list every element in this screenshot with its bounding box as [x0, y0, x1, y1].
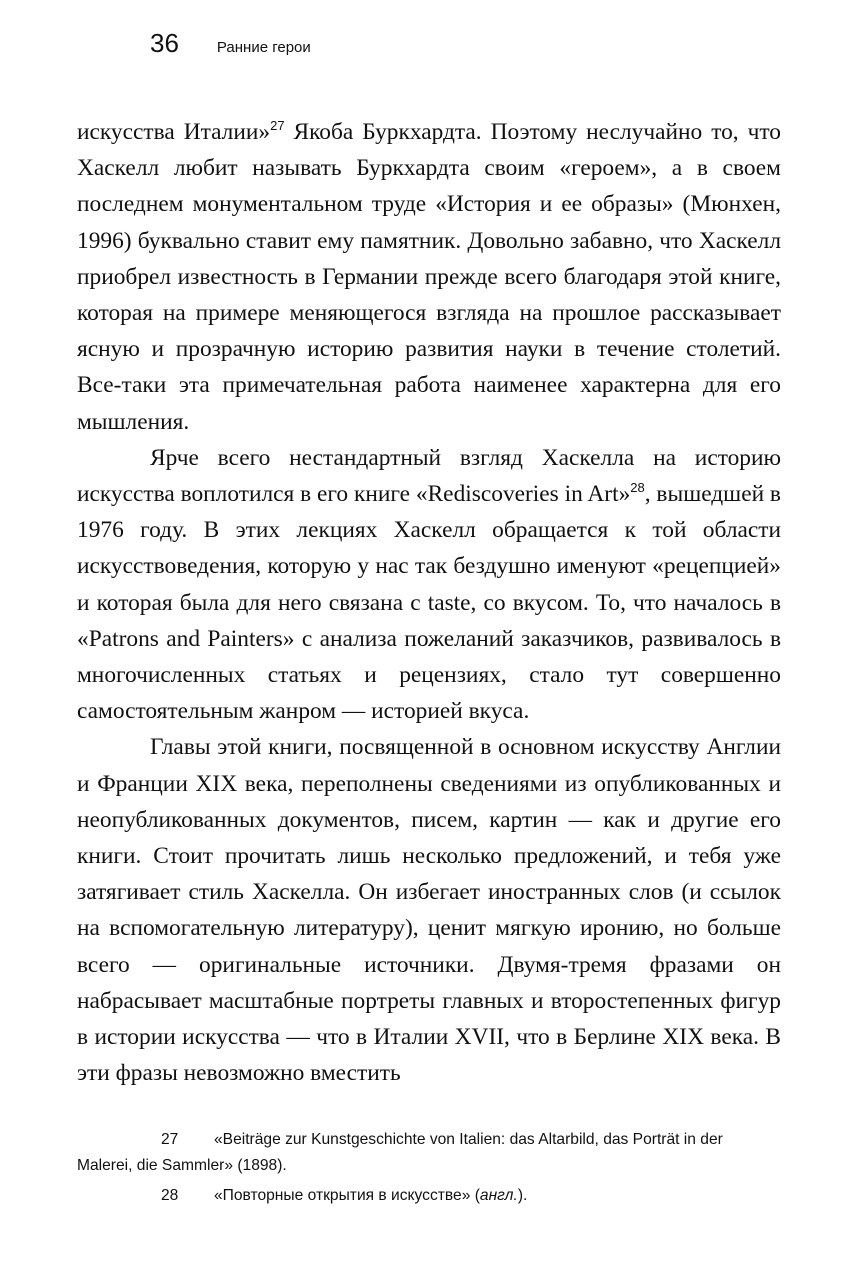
footnote-number: 27 — [161, 1131, 179, 1148]
paragraph-2 — [77, 440, 781, 730]
footnote-text-before: «Повторные открытия в искусстве» ( — [214, 1187, 480, 1204]
footnote-text-language: англ. — [479, 1187, 518, 1204]
footnote-ref-28[interactable]: 28 — [630, 480, 645, 496]
paragraph-2-text-b: , вышедшей в 1976 году. В этих лекциях Хаскелл обращается к той области искусствоведения, которую у нас так бездушно именуют «рецепцией» и которая была для него связана с taste, со вкусом. То, что началось в «Patrons and Painters» с анализа пожеланий заказчиков, развивалось в многочисленных статьях и рецензиях, стало тут совершенно самостоятельным жанром — историей вкуса. — [77, 481, 781, 725]
paragraph-1-text-a: искусства Италии» — [77, 119, 271, 145]
paragraph-1-text-b: Якоба Буркхардта. Поэтому неслучайно то, что Хаскелл любит называть Буркхардта своим «героем», а в своем последнем монументальном труде «История и ее образы» (Мюнхен, 1996) буквально ставит ему памятник. Довольно забавно, что Хаскелл приобрел известность в Германии прежде всего благодаря этой книге, которая на примере меняющегося взгляда на прошлое рассказывает ясную и прозрачную историю развития науки в течение столетий. Все-таки эта примечательная работа наименее характерна для его мышления. — [77, 119, 781, 435]
footnote-27 — [77, 1127, 781, 1179]
page-header — [150, 28, 311, 59]
footnote-text: «Beiträge zur Kunstgeschichte von Italien: das Altarbild, das Porträt in der Malerei, die Sammler» (1898). — [77, 1131, 723, 1174]
footnote-ref-27[interactable]: 27 — [270, 118, 285, 133]
footnotes — [77, 1127, 781, 1213]
footnote-28 — [77, 1183, 781, 1209]
paragraph-2-text-a: Ярче всего нестандартный взгляд Хаскелла на историю искусства воплотился в его книге «Rediscoveries in Art» — [77, 444, 781, 508]
page-number: 36 — [150, 28, 179, 58]
paragraph-1 — [77, 114, 781, 440]
footnote-number: 28 — [161, 1187, 179, 1204]
body-text — [77, 114, 781, 1091]
paragraph-3: Главы этой книги, посвященной в основном искусству Англии и Франции XIX века, переполнены сведениями из опубликованных и неопубликованных документов, писем, картин — как и другие его книги. Стоит прочитать лишь несколько предложений, и тебя уже затягивает стиль Хаскелла. Он избегает иностранных слов (и ссылок на вспомогательную литературу), ценит мягкую иронию, но больше всего — оригинальные источники. Двумя-тремя фразами он набрасывает масштабные портреты главных и второстепенных фигур в истории искусства — что в Италии XVII, что в Берлине XIX века. В эти фразы невозможно вместить — [77, 734, 781, 1087]
footnote-text-after: ). — [517, 1187, 528, 1204]
running-head: Ранние герои — [216, 39, 311, 56]
